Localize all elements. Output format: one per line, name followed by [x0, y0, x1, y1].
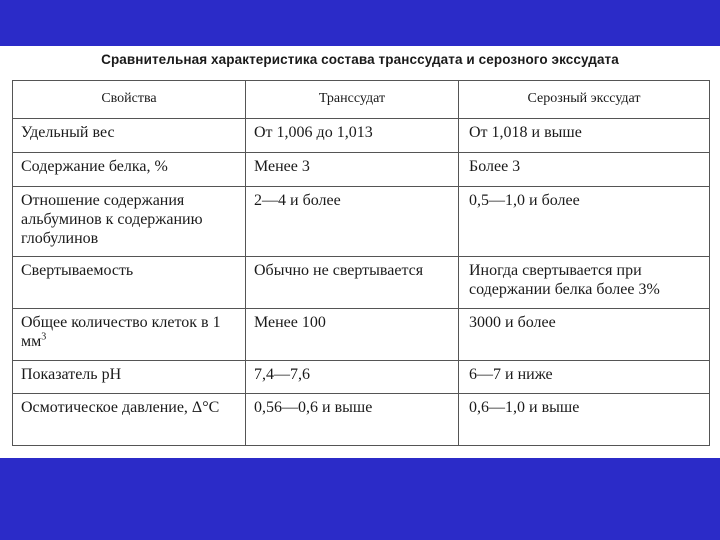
- header-properties: Свойства: [13, 81, 246, 119]
- table-row: [13, 153, 710, 187]
- exudate-cell: 0,6—1,0 и выше: [459, 394, 710, 446]
- transudate-cell: От 1,006 до 1,013: [246, 119, 459, 153]
- transudate-cell: Обычно не свертывается: [246, 257, 459, 309]
- transudate-cell: 7,4—7,6: [246, 361, 459, 394]
- comparison-table: [12, 80, 710, 446]
- property-cell: Удельный вес: [13, 119, 246, 153]
- property-cell: Содержание белка, %: [13, 153, 246, 187]
- slide-content: [0, 46, 720, 458]
- transudate-cell: 0,56—0,6 и выше: [246, 394, 459, 446]
- header-exudate: Серозный экссудат: [459, 81, 710, 119]
- unit-superscript: 3: [41, 331, 47, 343]
- exudate-cell: От 1,018 и выше: [459, 119, 710, 153]
- table-row: [13, 119, 710, 153]
- property-cell: [13, 309, 246, 361]
- property-cell: Осмотическое давление, Δ°С: [13, 394, 246, 446]
- transudate-cell: 2—4 и более: [246, 187, 459, 257]
- table-row: [13, 309, 710, 361]
- property-cell: Свертываемость: [13, 257, 246, 309]
- table-row: [13, 257, 710, 309]
- exudate-cell: 0,5—1,0 и более: [459, 187, 710, 257]
- exudate-cell: 6—7 и ниже: [459, 361, 710, 394]
- transudate-cell: Менее 3: [246, 153, 459, 187]
- property-cell: Отношение содержания альбуминов к содержанию глобулинов: [13, 187, 246, 257]
- property-text: Общее количество клеток в 1 мм: [21, 314, 221, 350]
- table-row: [13, 361, 710, 394]
- table-row: [13, 394, 710, 446]
- header-row: [13, 81, 710, 119]
- transudate-cell: Менее 100: [246, 309, 459, 361]
- table-title: Сравнительная характеристика состава транссудата и серозного экссудата: [101, 52, 619, 67]
- header-transudate: Транссудат: [246, 81, 459, 119]
- exudate-cell: Более 3: [459, 153, 710, 187]
- exudate-cell: 3000 и более: [459, 309, 710, 361]
- property-cell: Показатель рН: [13, 361, 246, 394]
- exudate-cell: Иногда свертывается при содержании белка более 3%: [459, 257, 710, 309]
- table-row: [13, 187, 710, 257]
